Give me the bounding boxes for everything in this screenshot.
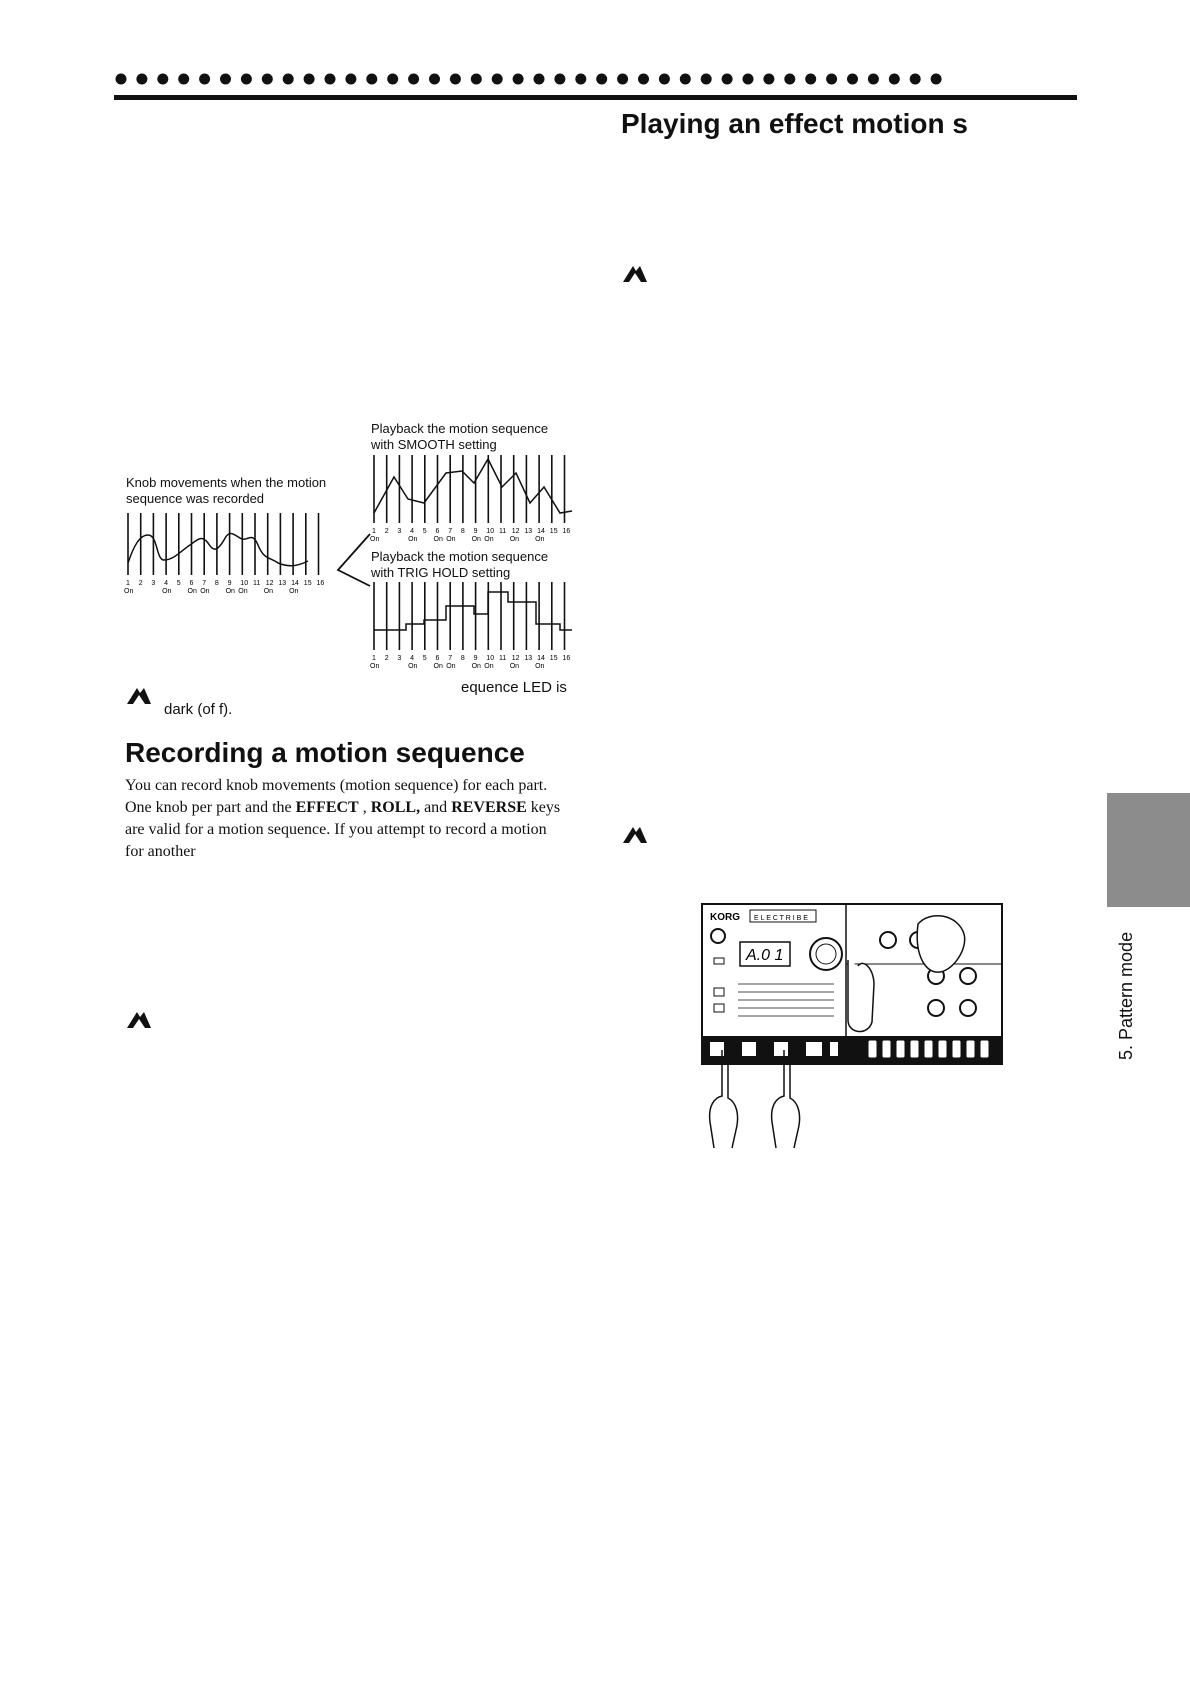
header-dot bbox=[116, 74, 127, 85]
step-on-label: On bbox=[509, 663, 520, 670]
device-step-pad bbox=[910, 1040, 919, 1058]
device-knob bbox=[928, 1000, 944, 1016]
header-dot bbox=[157, 74, 168, 85]
header-dot bbox=[304, 74, 315, 85]
step-number: 5 bbox=[422, 528, 427, 535]
step-on-label: On bbox=[263, 588, 274, 595]
trig-hold-playback-diagram bbox=[366, 580, 576, 670]
effect-key-label: EFFECT bbox=[295, 799, 359, 816]
step-number: 1 bbox=[372, 528, 376, 535]
step-on-label: On bbox=[408, 663, 418, 670]
step-on-label: On bbox=[484, 663, 494, 670]
step-number: 10 bbox=[486, 528, 495, 535]
device-step-pad bbox=[938, 1040, 947, 1058]
header-dot bbox=[889, 74, 900, 85]
header-dot bbox=[220, 74, 231, 85]
header-dot bbox=[471, 74, 482, 85]
header-dot bbox=[429, 74, 440, 85]
device-step-pad bbox=[868, 1040, 877, 1058]
electribe-device-illustration bbox=[678, 900, 1008, 1150]
header-dot bbox=[492, 74, 503, 85]
header-rule bbox=[114, 95, 1077, 100]
step-number: 8 bbox=[460, 528, 465, 535]
header-dot bbox=[262, 74, 273, 85]
smooth-playback-diagram bbox=[366, 453, 576, 543]
header-dot bbox=[199, 74, 210, 85]
step-number: 16 bbox=[562, 528, 571, 535]
device-knob bbox=[880, 932, 896, 948]
header-dot bbox=[847, 74, 858, 85]
header-dot bbox=[868, 74, 879, 85]
header-dot bbox=[178, 74, 189, 85]
step-number: 13 bbox=[524, 528, 533, 535]
step-number: 12 bbox=[511, 655, 520, 662]
recorded-caption: Knob movements when the motion sequence was recorded bbox=[126, 475, 327, 506]
step-on-label: On bbox=[433, 663, 443, 670]
device-model: E L E C T R I B E bbox=[754, 915, 808, 922]
device-knob bbox=[960, 968, 976, 984]
step-number: 10 bbox=[486, 655, 495, 662]
header-dot bbox=[241, 74, 252, 85]
trig-hold-caption: Playback the motion sequence with TRIG HOLD setting bbox=[371, 549, 549, 580]
device-step-pad bbox=[896, 1040, 905, 1058]
step-on-label: On bbox=[187, 588, 197, 595]
device-step-pad bbox=[924, 1040, 933, 1058]
section-heading-playing: Playing an effect motion s bbox=[621, 108, 968, 139]
step-on-label: On bbox=[200, 588, 210, 595]
device-step-pad bbox=[966, 1040, 975, 1058]
step-number: 12 bbox=[265, 580, 274, 587]
step-number: 3 bbox=[151, 580, 156, 587]
led-note-line2: dark (of f). bbox=[164, 701, 233, 718]
step-number: 4 bbox=[410, 528, 415, 535]
header-dot bbox=[283, 74, 294, 85]
step-number: 3 bbox=[397, 528, 402, 535]
header-dot bbox=[554, 74, 565, 85]
header-dot bbox=[534, 74, 545, 85]
header-dot bbox=[450, 74, 461, 85]
step-number: 1 bbox=[372, 655, 376, 662]
header-dot bbox=[931, 74, 942, 85]
step-number: 14 bbox=[537, 528, 545, 535]
step-number: 9 bbox=[473, 655, 478, 662]
device-display: A.0 1 bbox=[746, 947, 784, 964]
chapter-tab bbox=[1107, 793, 1190, 907]
step-number: 6 bbox=[435, 528, 440, 535]
step-number: 6 bbox=[189, 580, 194, 587]
chapter-tab-label: 5. Pattern mode bbox=[1116, 931, 1136, 1060]
note-icon bbox=[621, 823, 649, 845]
device-step-pad bbox=[980, 1040, 989, 1058]
step-number: 14 bbox=[537, 655, 545, 662]
step-number: 15 bbox=[549, 655, 558, 662]
step-number: 16 bbox=[316, 580, 325, 587]
header-dot bbox=[659, 74, 670, 85]
step-number: 3 bbox=[397, 655, 402, 662]
step-on-label: On bbox=[408, 536, 418, 543]
step-number: 13 bbox=[278, 580, 287, 587]
step-number: 8 bbox=[460, 655, 465, 662]
header-dot bbox=[638, 74, 649, 85]
recording-body: You can record knob movements (motion sequence) for each part. One knob per part and the EFFECT , ROLL, and REVERSE keys are valid for a motion sequence. If you attempt to record a motion for another bbox=[125, 777, 561, 860]
roll-key-label: ROLL, bbox=[370, 799, 421, 816]
header-dot bbox=[596, 74, 607, 85]
step-on-label: On bbox=[370, 663, 380, 670]
device-step-pad bbox=[882, 1040, 891, 1058]
header-dot bbox=[575, 74, 586, 85]
step-number: 7 bbox=[448, 528, 453, 535]
step-on-label: On bbox=[238, 588, 248, 595]
header-dot bbox=[805, 74, 816, 85]
header-dot-row bbox=[114, 72, 948, 86]
step-on-label: On bbox=[535, 663, 545, 670]
step-on-label: On bbox=[162, 588, 172, 595]
header-dot bbox=[136, 74, 147, 85]
step-on-label: On bbox=[446, 536, 456, 543]
step-number: 1 bbox=[126, 580, 130, 587]
header-dot bbox=[743, 74, 754, 85]
header-dot bbox=[826, 74, 837, 85]
step-on-label: On bbox=[535, 536, 545, 543]
step-number: 14 bbox=[291, 580, 299, 587]
step-number: 2 bbox=[138, 580, 143, 587]
step-on-label: On bbox=[471, 536, 481, 543]
step-on-label: On bbox=[289, 588, 299, 595]
device-brand: KORG bbox=[710, 912, 740, 923]
step-on-label: On bbox=[433, 536, 443, 543]
step-number: 15 bbox=[303, 580, 312, 587]
header-dot bbox=[408, 74, 419, 85]
step-on-label: On bbox=[509, 536, 520, 543]
step-number: 15 bbox=[549, 528, 558, 535]
step-number: 4 bbox=[164, 580, 169, 587]
step-on-label: On bbox=[370, 536, 380, 543]
step-number: 5 bbox=[422, 655, 427, 662]
step-number: 16 bbox=[562, 655, 571, 662]
step-on-label: On bbox=[124, 588, 134, 595]
header-dot bbox=[722, 74, 733, 85]
device-knob bbox=[960, 1000, 976, 1016]
header-dot bbox=[910, 74, 921, 85]
device-step-pad bbox=[952, 1040, 961, 1058]
step-on-label: On bbox=[484, 536, 494, 543]
step-on-label: On bbox=[225, 588, 235, 595]
step-number: 2 bbox=[384, 655, 389, 662]
header-dot bbox=[325, 74, 336, 85]
step-number: 9 bbox=[473, 528, 478, 535]
step-number: 4 bbox=[410, 655, 415, 662]
step-number: 6 bbox=[435, 655, 440, 662]
step-number: 8 bbox=[214, 580, 219, 587]
step-number: 13 bbox=[524, 655, 533, 662]
note-icon bbox=[125, 1008, 153, 1030]
header-dot bbox=[366, 74, 377, 85]
step-number: 11 bbox=[499, 528, 507, 535]
note-icon bbox=[621, 262, 649, 284]
led-note-tail: equence LED is bbox=[461, 679, 567, 696]
header-dot bbox=[617, 74, 628, 85]
step-number: 12 bbox=[511, 528, 520, 535]
step-number: 7 bbox=[448, 655, 453, 662]
step-number: 10 bbox=[240, 580, 249, 587]
step-number: 2 bbox=[384, 528, 389, 535]
step-on-label: On bbox=[471, 663, 481, 670]
step-number: 11 bbox=[253, 580, 261, 587]
step-on-label: On bbox=[446, 663, 456, 670]
header-dot bbox=[345, 74, 356, 85]
step-number: 7 bbox=[202, 580, 207, 587]
note-icon bbox=[125, 684, 153, 706]
header-dot bbox=[763, 74, 774, 85]
recorded-motion-diagram bbox=[120, 505, 330, 595]
header-dot bbox=[387, 74, 398, 85]
header-dot bbox=[701, 74, 712, 85]
step-number: 11 bbox=[499, 655, 507, 662]
section-heading-recording: Recording a motion sequence bbox=[125, 737, 525, 768]
step-number: 9 bbox=[227, 580, 232, 587]
smooth-caption: Playback the motion sequence with SMOOTH setting bbox=[371, 421, 549, 452]
reverse-key-label: REVERSE bbox=[451, 799, 527, 816]
header-dot bbox=[513, 74, 524, 85]
step-number: 5 bbox=[176, 580, 181, 587]
header-dot bbox=[784, 74, 795, 85]
header-dot bbox=[680, 74, 691, 85]
